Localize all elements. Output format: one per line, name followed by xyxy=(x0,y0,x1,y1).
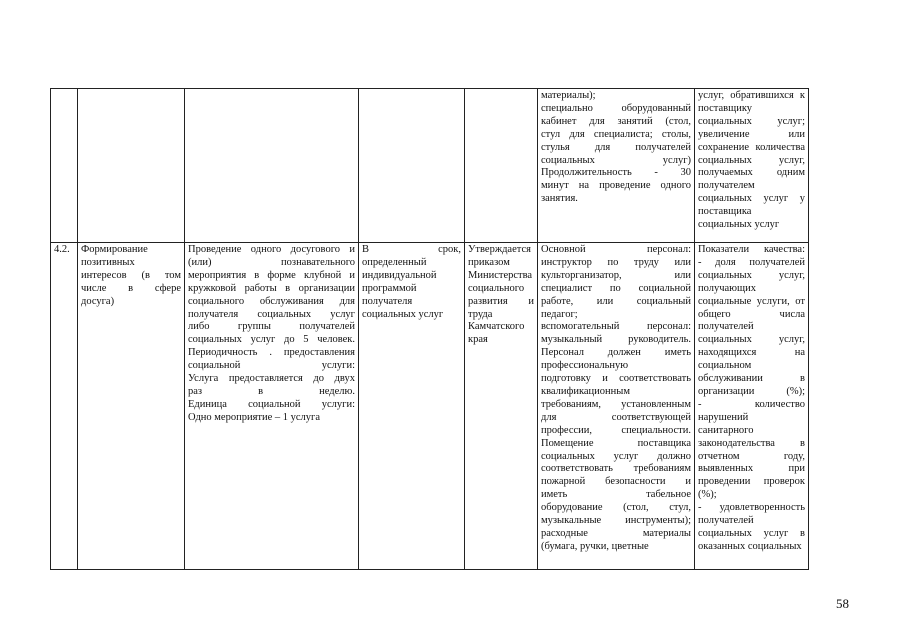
cell-number: 4.2. xyxy=(51,243,78,570)
text-line: оборудование (стол, стул, xyxy=(541,502,691,514)
cell-empty xyxy=(359,89,465,243)
text-line: кабинет для занятий (стол, xyxy=(541,115,691,127)
text-line: края xyxy=(468,334,488,346)
cell-empty xyxy=(185,89,359,243)
text-line: определенный xyxy=(362,256,427,268)
cell-conditions xyxy=(538,243,695,570)
text-line: музыкальный руководитель. xyxy=(541,334,691,346)
text-line: Министерства xyxy=(468,269,533,281)
text-line: индивидуальной xyxy=(362,269,437,281)
text-line: нарушений xyxy=(698,411,749,423)
text-line: материалы); xyxy=(541,90,596,101)
text-line: культорганизатор, или xyxy=(541,269,691,281)
text-line: Продолжительность - 30 xyxy=(541,167,691,179)
text-line: социальных услуг до 5 человек. xyxy=(188,334,355,346)
text-line: инструктор по труду или xyxy=(541,256,691,268)
text-line: профессии, специальности. xyxy=(541,424,691,436)
text-line: социальных услуг у xyxy=(698,193,805,205)
text-line: Одно мероприятие – 1 услуга xyxy=(188,411,321,423)
text-line: социальных услуг в xyxy=(698,527,805,539)
text-line: пожарной безопасности и xyxy=(541,476,691,488)
text-line: либо группы получателей xyxy=(188,321,355,333)
cell-quality xyxy=(695,243,809,570)
text-line: находящихся на xyxy=(698,347,805,359)
text-line: вспомогательный персонал: xyxy=(541,321,691,333)
text-line: Периодичность . предоставления xyxy=(188,347,355,359)
text-line: кружковой работы в организации xyxy=(188,282,355,294)
text-line: социальных услуг xyxy=(362,308,444,320)
text-line: законодательства в xyxy=(698,437,805,449)
text-line: получаемых одним xyxy=(698,167,805,179)
cell-conditions xyxy=(538,89,695,243)
text-line: социальных услуг xyxy=(698,219,780,231)
text-line: социального обслуживания для xyxy=(188,295,355,307)
table-row xyxy=(51,243,809,570)
text-line: социальных услуг, xyxy=(698,154,805,166)
text-line: досуга) xyxy=(81,295,115,307)
text-line: отчетном году, xyxy=(698,450,805,462)
text-line: получателем xyxy=(698,180,755,192)
cell-empty xyxy=(78,89,185,243)
text-line: иметь табельное xyxy=(541,489,691,501)
text-line: интересов (в том xyxy=(81,269,181,281)
text-line: программой xyxy=(362,282,417,294)
text-line: сохранение количества xyxy=(698,141,805,153)
text-line: позитивных xyxy=(81,256,135,268)
text-line: Основной персонал: xyxy=(541,244,691,255)
text-line: Персонал должен иметь xyxy=(541,347,691,359)
text-line: Утверждается xyxy=(468,244,531,255)
text-line: В срок, xyxy=(362,244,461,255)
text-line: квалификационным xyxy=(541,385,630,397)
text-line: специалист по социальной xyxy=(541,282,691,294)
text-line: проведении проверок xyxy=(698,476,805,488)
cell-service-name xyxy=(78,243,185,570)
text-line: минут на проведение одного xyxy=(541,180,691,192)
text-line: получателей xyxy=(698,321,754,333)
text-line: оказанных социальных xyxy=(698,540,802,552)
text-line: социальной услуги: xyxy=(188,360,355,372)
text-line: мероприятия в форме клубной и xyxy=(188,269,355,281)
text-line: педагог; xyxy=(541,308,578,320)
text-line: (бумага, ручки, цветные xyxy=(541,540,649,552)
text-line: выявленных при xyxy=(698,463,805,475)
text-line: - удовлетворенность xyxy=(698,502,805,514)
cell-term xyxy=(359,243,465,570)
cell-quality xyxy=(695,89,809,243)
text-line: раз в неделю. xyxy=(188,385,355,397)
text-line: приказом xyxy=(468,256,510,268)
text-line: социальных услуг должно xyxy=(541,450,691,462)
services-table xyxy=(50,88,809,570)
text-line: получателей xyxy=(698,515,754,527)
table-row xyxy=(51,89,809,243)
text-line: расходные материалы xyxy=(541,527,691,539)
text-line: Показатели качества: xyxy=(698,244,805,255)
text-line: получателя xyxy=(362,295,413,307)
cell-empty xyxy=(51,89,78,243)
text-line: Проведение одного досугового и xyxy=(188,244,355,255)
text-line: поставщику xyxy=(698,102,753,114)
text-line: увеличение или xyxy=(698,128,805,140)
text-line: труда xyxy=(468,308,493,320)
text-line: организации (%); xyxy=(698,385,805,397)
cell-description xyxy=(185,243,359,570)
text-line: Формирование xyxy=(81,244,148,255)
page-number: 58 xyxy=(836,596,849,611)
text-line: социальных услуг; xyxy=(698,115,805,127)
text-line: социальных услуг, xyxy=(698,334,805,346)
text-line: подготовку и соответствовать xyxy=(541,373,691,385)
text-line: Услуга предоставляется до двух xyxy=(188,373,355,385)
text-line: получающих xyxy=(698,282,756,294)
text-line: стулья для получателей xyxy=(541,141,691,153)
text-line: - количество xyxy=(698,398,805,410)
text-line: соответствовать требованиям xyxy=(541,463,691,475)
text-line: занятия. xyxy=(541,193,578,205)
text-line: специально оборудованный xyxy=(541,102,691,114)
text-line: развития и xyxy=(468,295,534,307)
text-line: социальных услуг) xyxy=(541,154,691,166)
text-line: стул для специалиста; столы, xyxy=(541,128,691,140)
text-line: музыкальные инструменты); xyxy=(541,515,691,527)
text-line: обслуживании в xyxy=(698,373,805,385)
text-line: (%); xyxy=(698,489,717,501)
text-line: санитарного xyxy=(698,424,754,436)
text-line: работе, или социальный xyxy=(541,295,691,307)
text-line: для соответствующей xyxy=(541,411,691,423)
text-line: общего числа xyxy=(698,308,805,320)
text-line: услуг, обратившихся к xyxy=(698,90,805,101)
text-line: числе в сфере xyxy=(81,282,181,294)
cell-approval xyxy=(465,243,538,570)
text-line: поставщика xyxy=(698,206,752,218)
text-line: (или) познавательного xyxy=(188,256,355,268)
text-line: требованиям, установленным xyxy=(541,398,691,410)
text-line: Единица социальной услуги: xyxy=(188,398,355,410)
text-line: Камчатского xyxy=(468,321,525,333)
text-line: профессиональную xyxy=(541,360,629,372)
text-line: социальные услуги, от xyxy=(698,295,805,307)
text-line: социальных услуг, xyxy=(698,269,805,281)
text-line: социальном xyxy=(698,360,752,372)
cell-empty xyxy=(465,89,538,243)
text-line: - доля получателей xyxy=(698,256,805,268)
text-line: социального xyxy=(468,282,525,294)
text-line: получателя социальных услуг xyxy=(188,308,355,320)
text-line: Помещение поставщика xyxy=(541,437,691,449)
